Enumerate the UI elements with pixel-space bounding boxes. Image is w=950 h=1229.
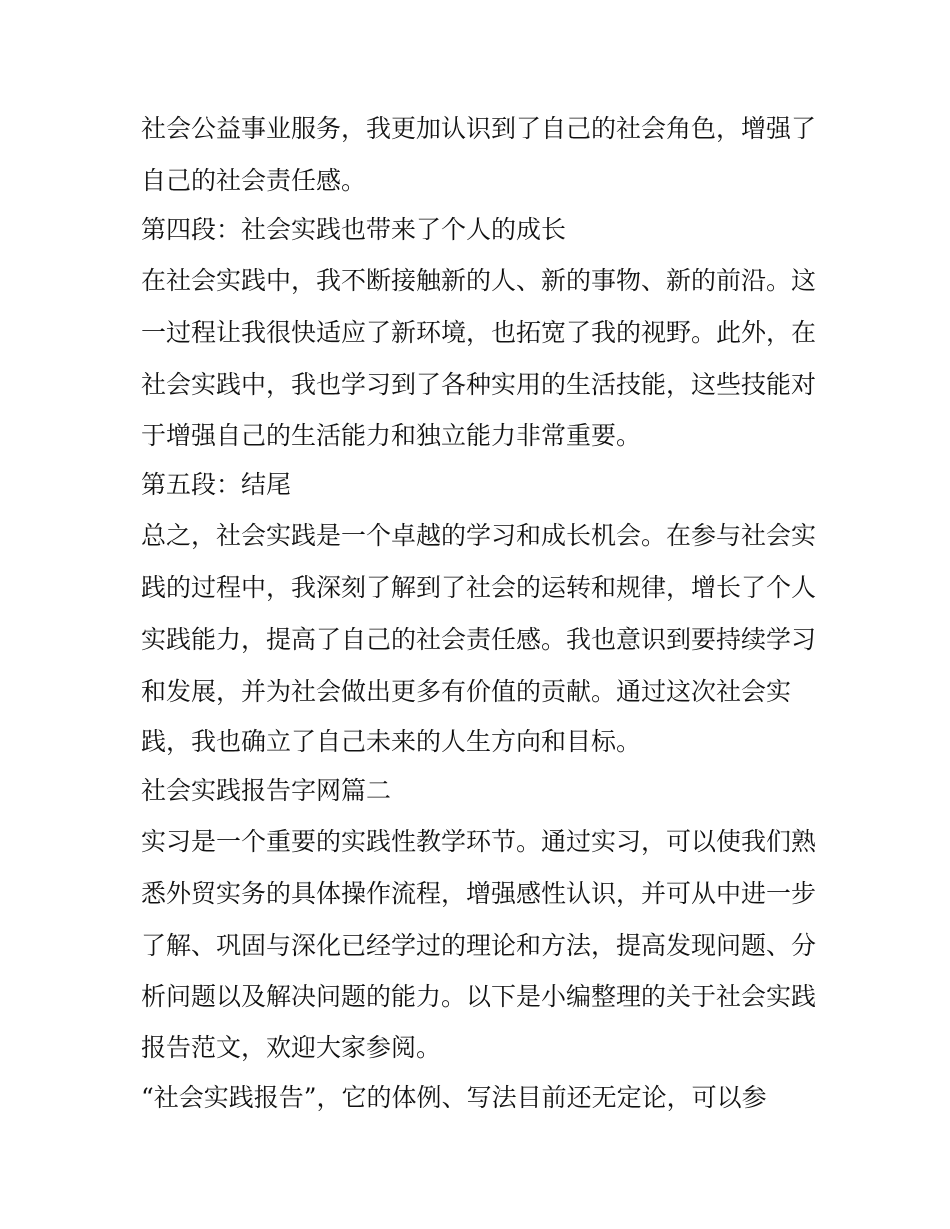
paragraph-line: 悉外贸实务的具体操作流程，增强感性认识，并可从中进一步 <box>141 879 817 908</box>
paragraph-line: 报告范文，欢迎大家参阅。 <box>141 1033 442 1062</box>
paragraph-line: 了解、巩固与深化已经学过的理论和方法，提高发现问题、分 <box>141 931 817 960</box>
paragraph-line: 践，我也确立了自己未来的人生方向和目标。 <box>141 727 642 756</box>
paragraph-line: 一过程让我很快适应了新环境，也拓宽了我的视野。此外，在 <box>141 318 817 347</box>
paragraph-line: 社会公益事业服务，我更加认识到了自己的社会角色，增强了 <box>141 114 817 143</box>
paragraph-line: 于增强自己的生活能力和独立能力非常重要。 <box>141 421 642 450</box>
paragraph-line: 在社会实践中，我不断接触新的人、新的事物、新的前沿。这 <box>141 266 817 295</box>
paragraph-line: 实践能力，提高了自己的社会责任感。我也意识到要持续学习 <box>141 625 817 654</box>
paragraph-line: 和发展，并为社会做出更多有价值的贡献。通过这次社会实 <box>141 677 792 706</box>
section-heading: 第四段：社会实践也带来了个人的成长 <box>141 215 567 244</box>
paragraph-line: “社会实践报告”，它的体例、写法目前还无定论，可以参 <box>141 1083 767 1112</box>
paragraph-line: 践的过程中，我深刻了解到了社会的运转和规律，增长了个人 <box>141 573 817 602</box>
paragraph-line: 社会实践中，我也学习到了各种实用的生活技能，这些技能对 <box>141 370 817 399</box>
section-heading: 社会实践报告字网篇二 <box>141 776 392 805</box>
section-heading: 第五段：结尾 <box>141 470 292 499</box>
paragraph-line: 总之，社会实践是一个卓越的学习和成长机会。在参与社会实 <box>141 521 817 550</box>
paragraph-line: 自己的社会责任感。 <box>141 166 367 195</box>
paragraph-line: 析问题以及解决问题的能力。以下是小编整理的关于社会实践 <box>141 982 817 1011</box>
paragraph-line: 实习是一个重要的实践性教学环节。通过实习，可以使我们熟 <box>141 827 817 856</box>
